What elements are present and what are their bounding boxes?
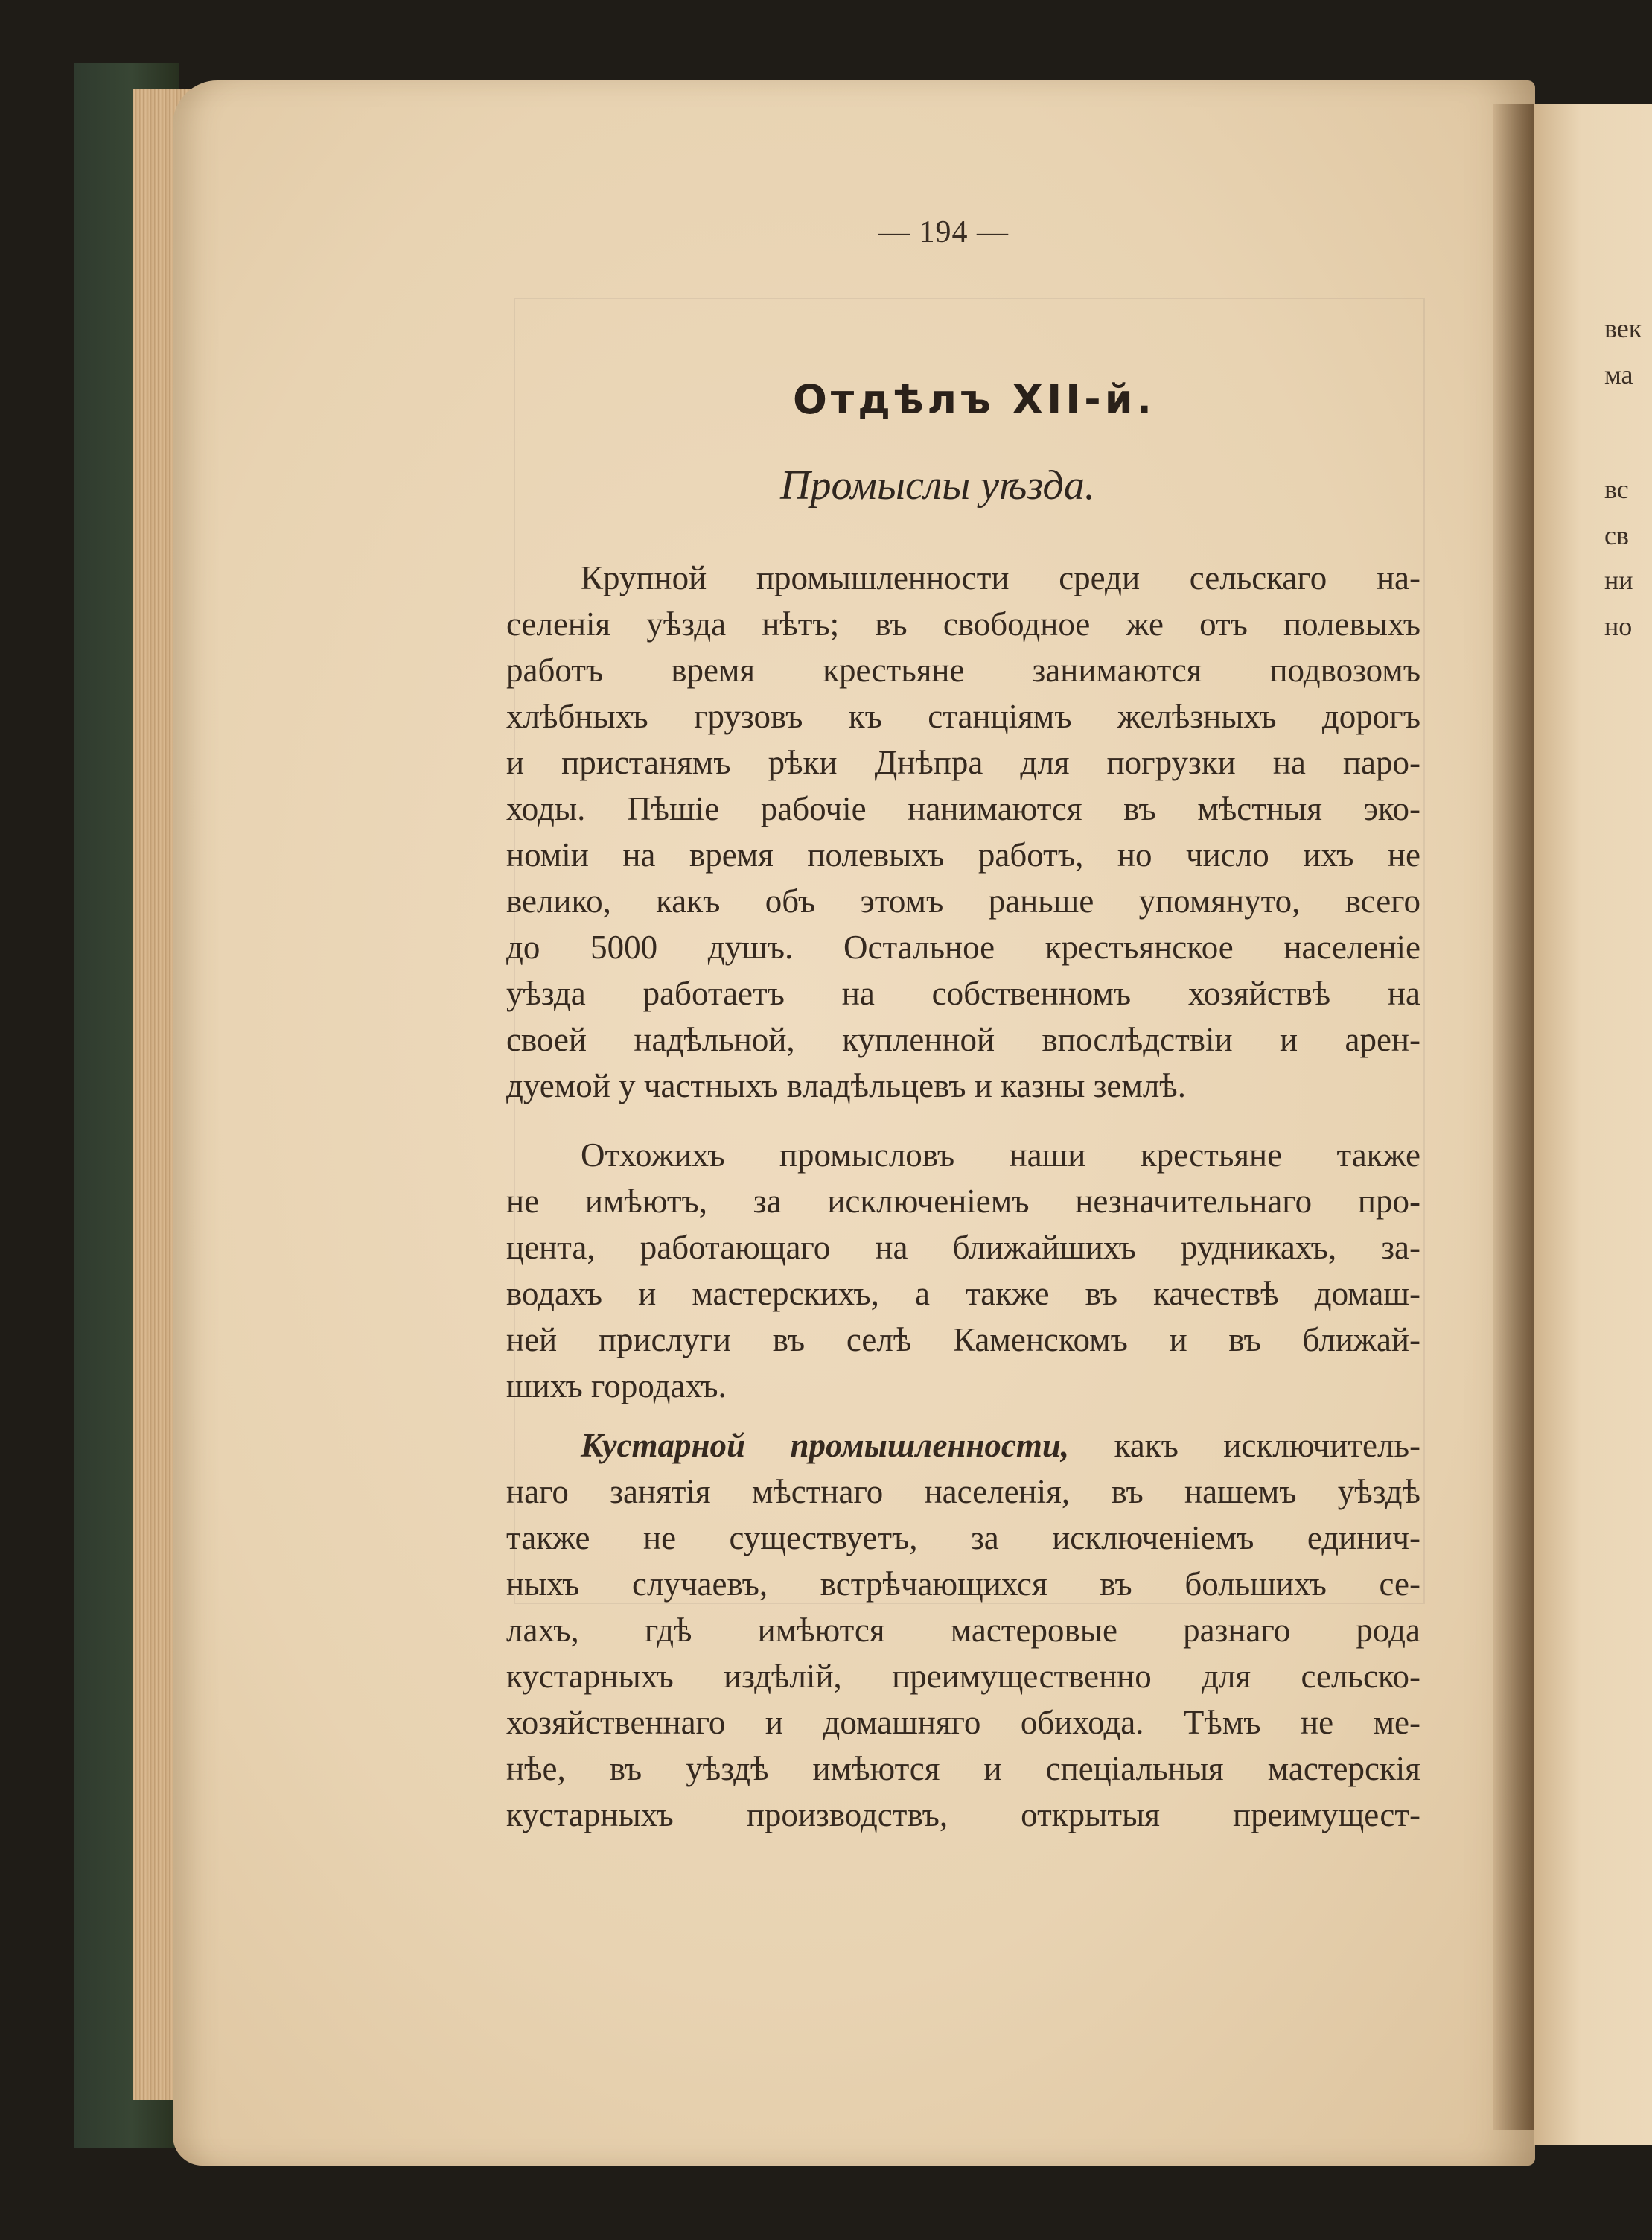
text-line: наго занятія мѣстнаго населенія, въ нашемъ уѣздѣ <box>506 1473 1420 1510</box>
facing-page-fragment: век <box>1604 314 1642 343</box>
emphasized-term: Кустарной промышленности, <box>581 1427 1070 1464</box>
text-line: не имѣютъ, за исключеніемъ незначительнаго про- <box>506 1183 1420 1220</box>
text-line: также не существуетъ, за исключеніемъ единич- <box>506 1519 1420 1556</box>
facing-page-fragment: вс <box>1604 474 1629 504</box>
paragraph-2 <box>506 1132 1420 1409</box>
text-line: водахъ и мастерскихъ, а также въ качествѣ домаш- <box>506 1275 1420 1312</box>
text-line: номіи на время полевыхъ работъ, но число ихъ не <box>506 836 1420 874</box>
facing-page-fragment: ма <box>1604 360 1633 389</box>
text-line: велико, какъ объ этомъ раньше упомянуто, всего <box>506 882 1420 920</box>
paragraph-1 <box>506 555 1420 1109</box>
text-line: кустарныхъ издѣлій, преимущественно для сельско- <box>506 1658 1420 1695</box>
text-line: ней прислуги въ селѣ Каменскомъ и въ ближай- <box>506 1321 1420 1358</box>
text-line: до 5000 душъ. Остальное крестьянское населеніе <box>506 929 1420 966</box>
facing-page-fragment: но <box>1604 611 1633 641</box>
text-line: Крупной промышленности среди сельскаго на- <box>581 559 1420 596</box>
right-page <box>1534 104 1652 2145</box>
facing-page-fragment: св <box>1604 521 1629 550</box>
text-line: шихъ городахъ. <box>506 1367 727 1404</box>
text-line-rest: какъ исключитель- <box>1069 1427 1420 1464</box>
facing-page-fragment: ни <box>1604 565 1633 595</box>
paragraph-3 <box>506 1422 1420 1838</box>
section-heading: Отдѣлъ XII-й. <box>793 376 1156 423</box>
text-line <box>506 1422 1420 1469</box>
text-line: нѣе, въ уѣздѣ имѣются и спеціальныя мастерскія <box>506 1750 1420 1787</box>
text-line: кустарныхъ производствъ, открытыя преимущест- <box>506 1796 1420 1833</box>
text-line: дуемой у частныхъ владѣльцевъ и казны землѣ. <box>506 1067 1186 1104</box>
text-line: лахъ, гдѣ имѣются мастеровые разнаго рода <box>506 1611 1420 1649</box>
text-line: хозяйственнаго и домашняго обихода. Тѣмъ не ме- <box>506 1704 1420 1741</box>
text-line: уѣзда работаетъ на собственномъ хозяйствѣ на <box>506 975 1420 1012</box>
text-line: ходы. Пѣшіе рабочіе нанимаются въ мѣстныя эко- <box>506 790 1420 827</box>
text-line: и пристанямъ рѣки Днѣпра для погрузки на паро- <box>506 744 1420 781</box>
page-number: — 194 — <box>878 215 1009 249</box>
text-line: хлѣбныхъ грузовъ къ станціямъ желѣзныхъ дорогъ <box>506 698 1420 735</box>
text-line: Отхожихъ промысловъ наши крестьяне также <box>581 1136 1420 1174</box>
text-line: работъ время крестьяне занимаются подвозомъ <box>506 652 1420 689</box>
text-line: цента, работающаго на ближайшихъ рудникахъ, за- <box>506 1229 1420 1266</box>
text-line: своей надѣльной, купленной впослѣдствіи и арен- <box>506 1021 1420 1058</box>
section-subheading: Промыслы уѣзда. <box>780 462 1095 509</box>
text-line: селенія уѣзда нѣтъ; въ свободное же отъ полевыхъ <box>506 605 1420 643</box>
text-line: ныхъ случаевъ, встрѣчающихся въ большихъ се- <box>506 1565 1420 1603</box>
